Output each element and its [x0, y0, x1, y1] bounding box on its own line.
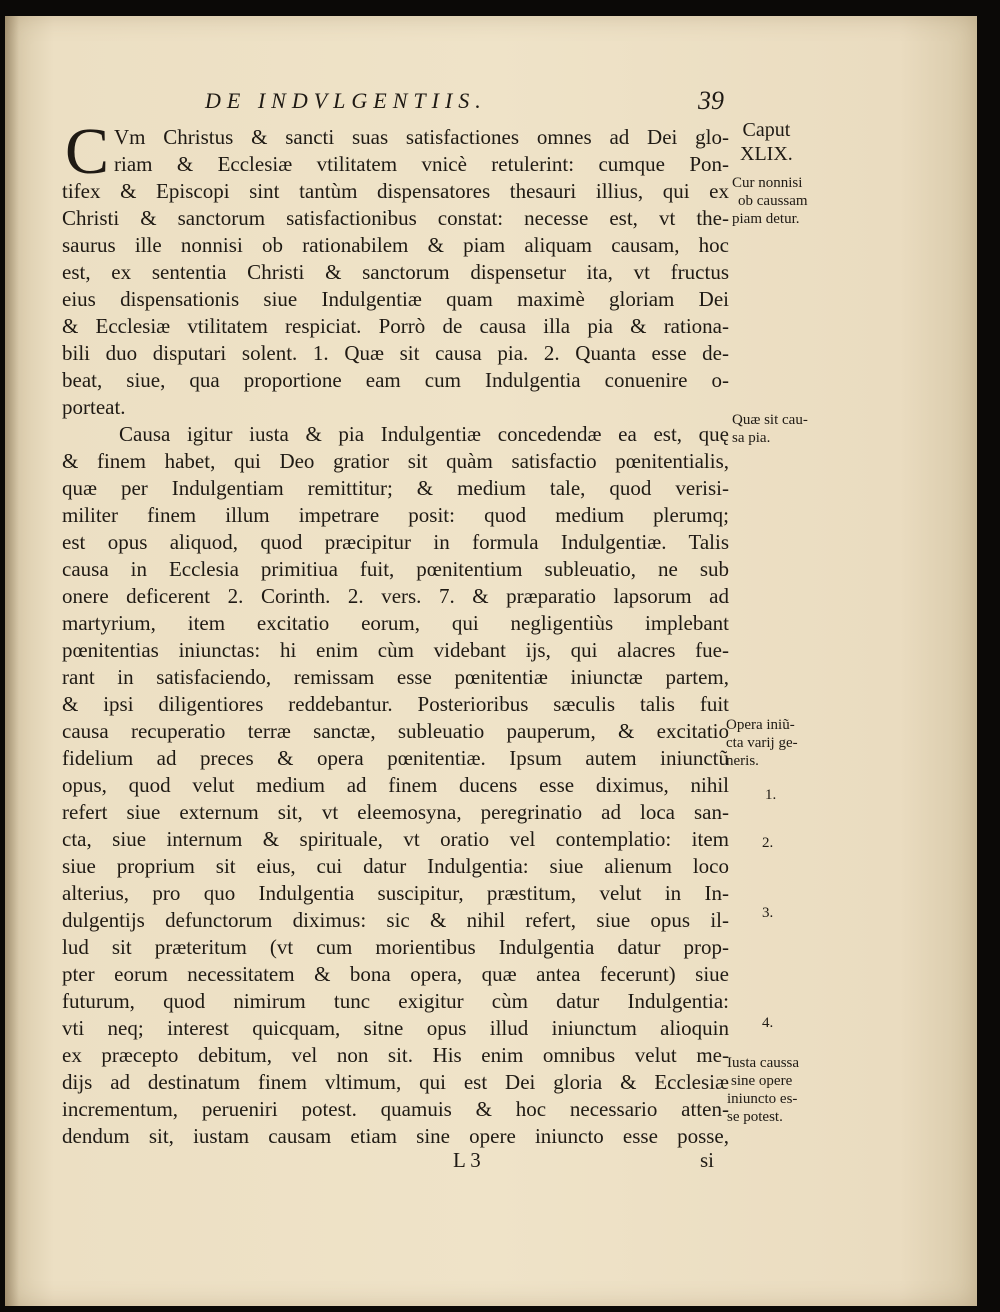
text-line: est opus aliquod, quod præcipitur in formula Indulgentiæ. Talis [62, 530, 729, 554]
margin-note [732, 411, 808, 447]
margin-note [732, 174, 808, 228]
text-line: pter eorum necessitatem & bona opera, quæ antea fecerunt) siue [62, 962, 729, 986]
text-line: & finem habet, qui Deo gratior sit quàm satisfactio pœnitentialis, [62, 449, 729, 473]
running-title: DE INDVLGENTIIS. [205, 88, 487, 113]
text-line: onere deficerent 2. Corinth. 2. vers. 7. & præparatio lapsorum ad [62, 584, 729, 608]
text-line: causa recuperatio terræ sanctæ, subleuatio pauperum, & excitatio [62, 719, 729, 743]
text-line: dulgentijs defunctorum diximus: sic & nihil refert, siue opus il- [62, 908, 729, 932]
text-line: saurus ille nonnisi ob rationabilem & piam aliquam causam, hoc [62, 233, 729, 257]
text-line: & ipsi diligentiores reddebantur. Posterioribus sæculis talis fuit [62, 692, 729, 716]
text-line: bili duo disputari solent. 1. Quæ sit causa pia. 2. Quanta esse de- [62, 341, 729, 365]
margin-note-line: piam detur. [732, 211, 800, 227]
chapter-heading [740, 118, 793, 166]
margin-note-line: sine opere [731, 1073, 793, 1089]
catchword: si [700, 1148, 715, 1172]
text-line: Causa igitur iusta & pia Indulgentiæ concedendæ ea est, quę [119, 422, 729, 446]
text-line: refert siue externum sit, vt eleemosyna, peregrinatio ad loca san- [62, 800, 729, 824]
text-line: tifex & Episcopi sint tantùm dispensatores thesauri illius, qui ex [62, 179, 729, 203]
margin-note-line: neris. [726, 753, 759, 769]
text-line: causa in Ecclesia primitiua fuit, pœnitentium subleuatio, ne sub [62, 557, 729, 581]
margin-note-line: cta varij ge- [726, 735, 798, 751]
text-line: rant in satisfaciendo, remissam esse pœnitentiæ iniunctæ partem, [62, 665, 729, 689]
page-number: 39 [698, 86, 724, 115]
text-line: beat, siue, qua proportione eam cum Indulgentia conuenire o- [62, 368, 729, 392]
margin-numeral: 1. [765, 787, 777, 803]
signature-mark: L 3 [453, 1148, 481, 1172]
text-line: ex præcepto debitum, vel non sit. His enim omnibus velut me- [62, 1043, 729, 1067]
text-line: dendum sit, iustam causam etiam sine opere iniuncto esse posse, [62, 1124, 729, 1148]
margin-note-line: Iusta caussa [727, 1055, 800, 1071]
margin-note-line: iniuncto es- [727, 1091, 798, 1107]
text-line: pœnitentias iniunctas: hi enim cùm videbant ijs, qui alacres fue- [62, 638, 729, 662]
chapter-number: XLIX. [740, 143, 793, 165]
text-line: cta, siue internum & spirituale, vt oratio vel contemplatio: item [62, 827, 729, 851]
text-line: militer finem illum impetrare posit: quod medium plerumq; [62, 503, 729, 527]
text-line: quæ per Indulgentiam remittitur; & medium tale, quod verisi- [62, 476, 729, 500]
book-page [5, 16, 977, 1306]
text-line: lud sit præteritum (vt cum morientibus Indulgentia datur prop- [62, 935, 729, 959]
text-line: incrementum, perueniri potest. quamuis & hoc necessario atten- [62, 1097, 729, 1121]
text-line: dijs ad destinatum finem vltimum, qui est Dei gloria & Ecclesiæ [62, 1070, 729, 1094]
text-line: fidelium ad preces & opera pœnitentiæ. Ipsum autem iniunctũ [62, 746, 729, 770]
text-line: riam & Ecclesiæ vtilitatem vnicè retulerint: cumque Pon- [114, 152, 729, 176]
margin-numeral: 3. [762, 905, 774, 921]
margin-note-line: Opera iniũ- [726, 717, 795, 733]
margin-note-line: se potest. [727, 1109, 783, 1125]
margin-numeral: 2. [762, 835, 774, 851]
text-line: & Ecclesiæ vtilitatem respiciat. Porrò de causa illa pia & rationa- [62, 314, 729, 338]
margin-note [727, 1054, 799, 1126]
margin-note-line: Quæ sit cau- [732, 412, 808, 428]
text-line: futurum, quod nimirum tunc exigitur cùm datur Indulgentia: [62, 989, 729, 1013]
margin-note [726, 716, 798, 770]
margin-note-line: sa pia. [732, 430, 771, 446]
text-line: alterius, pro quo Indulgentia suscipitur, præstitum, velut in In- [62, 881, 729, 905]
text-line: porteat. [62, 395, 126, 419]
margin-numeral: 4. [762, 1015, 774, 1031]
chapter-label: Caput [742, 119, 791, 141]
text-line: martyrium, item excitatio eorum, qui negligentiùs implebant [62, 611, 729, 635]
margin-note-line: Cur nonnisi [732, 175, 803, 191]
text-line: siue proprium sit eius, cui datur Indulgentia: siue alienum loco [62, 854, 729, 878]
text-line: eius dispensationis siue Indulgentiæ quam maximè gloriam Dei [62, 287, 729, 311]
text-line: est, ex sententia Christi & sanctorum dispensetur ita, vt fructus [62, 260, 729, 284]
margin-note-line: ob caussam [738, 193, 808, 209]
text-line: opus, quod velut medium ad finem ducens esse diximus, nihil [62, 773, 729, 797]
text-line: Christi & sanctorum satisfactionibus constat: necesse est, vt the- [62, 206, 729, 230]
text-line: vti neq; interest quicquam, sitne opus illud iniunctum alioquin [62, 1016, 729, 1040]
drop-cap: C [65, 115, 110, 188]
text-line: Vm Christus & sancti suas satisfactiones omnes ad Dei glo- [114, 125, 729, 149]
